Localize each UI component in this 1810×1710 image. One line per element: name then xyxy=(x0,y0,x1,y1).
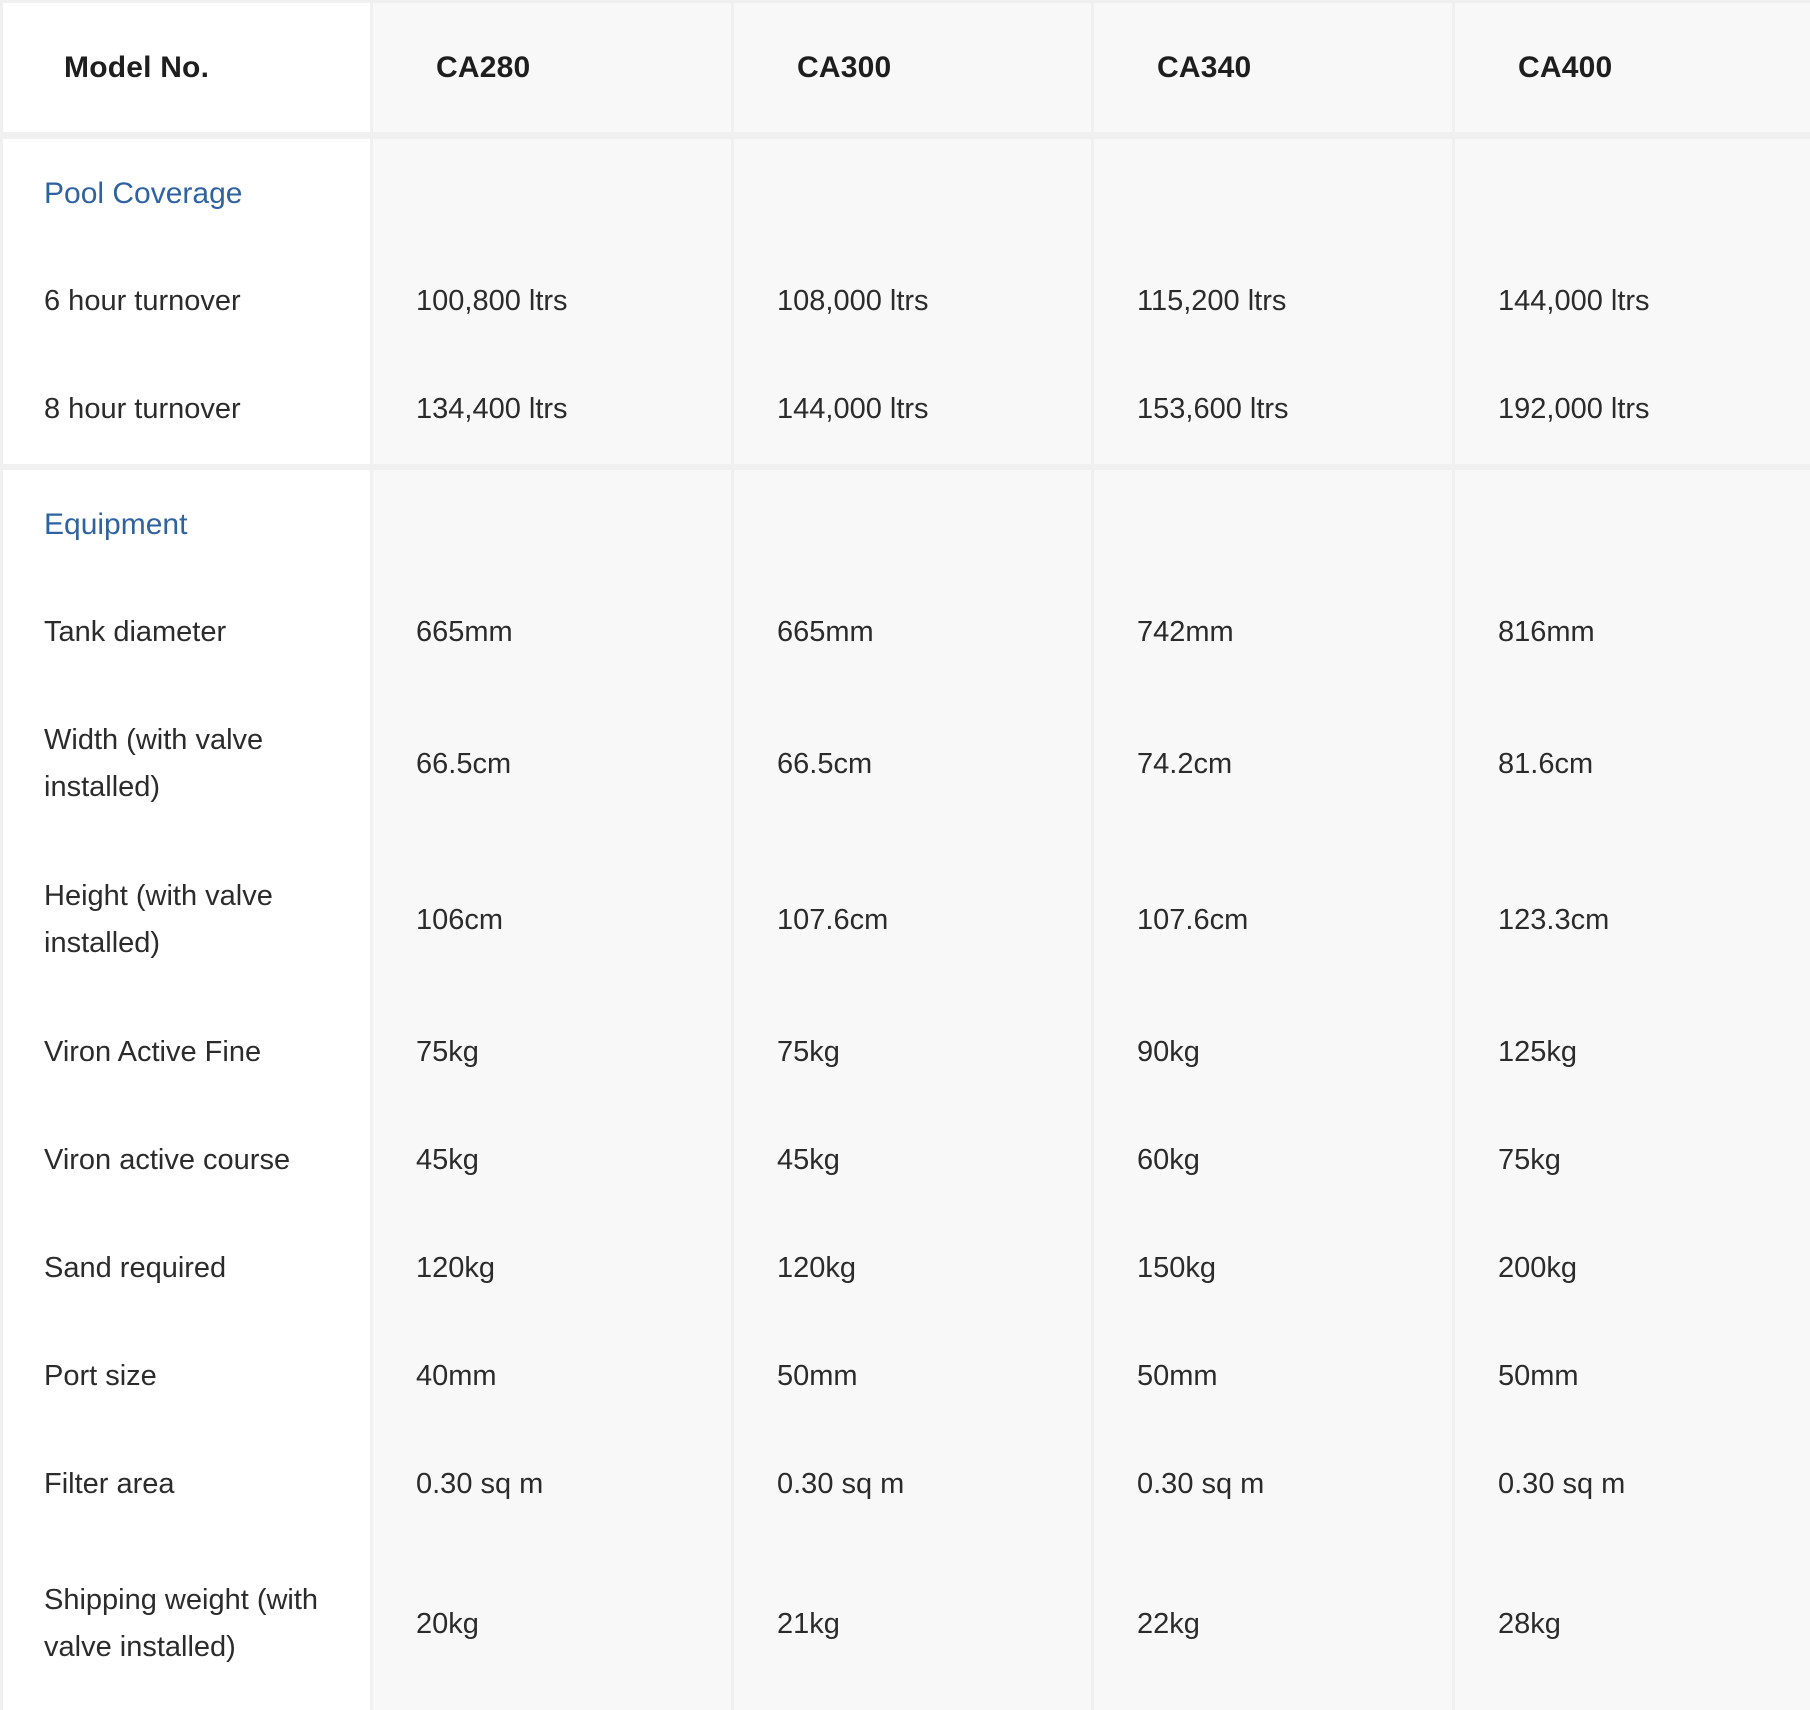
table-cell: 150kg xyxy=(1094,1214,1452,1322)
table-cell: 665mm xyxy=(373,578,731,686)
table-cell: 106cm xyxy=(373,842,731,998)
section-spacer xyxy=(734,470,1091,578)
row-label-8-hour-turnover: 8 hour turnover xyxy=(3,355,370,464)
row-label-tank-diameter: Tank diameter xyxy=(3,578,370,686)
model-header: CA300 xyxy=(734,3,1091,132)
row-label-shipping-weight: Shipping weight (with valve installed) xyxy=(3,1538,370,1710)
label-column xyxy=(3,3,370,1710)
table-cell: 90kg xyxy=(1094,998,1452,1106)
table-cell: 0.30 sq m xyxy=(373,1430,731,1538)
header-divider xyxy=(3,132,370,139)
table-cell: 665mm xyxy=(734,578,1091,686)
table-cell: 742mm xyxy=(1094,578,1452,686)
table-cell: 66.5cm xyxy=(734,686,1091,842)
row-label-port-size: Port size xyxy=(3,1322,370,1430)
model-header: CA400 xyxy=(1455,3,1810,132)
model-header: CA340 xyxy=(1094,3,1452,132)
table-cell: 816mm xyxy=(1455,578,1810,686)
table-cell: 144,000 ltrs xyxy=(734,355,1091,464)
section-spacer xyxy=(734,139,1091,247)
table-cell: 200kg xyxy=(1455,1214,1810,1322)
table-cell: 50mm xyxy=(734,1322,1091,1430)
row-label-viron-active-course: Viron active course xyxy=(3,1106,370,1214)
section-spacer xyxy=(1094,139,1452,247)
row-label-height: Height (with valve installed) xyxy=(3,842,370,998)
model-column-ca400 xyxy=(1455,3,1810,1710)
table-cell: 50mm xyxy=(1094,1322,1452,1430)
table-cell: 120kg xyxy=(373,1214,731,1322)
table-cell: 81.6cm xyxy=(1455,686,1810,842)
table-cell: 21kg xyxy=(734,1538,1091,1710)
table-cell: 115,200 ltrs xyxy=(1094,247,1452,355)
table-cell: 75kg xyxy=(734,998,1091,1106)
model-no-header: Model No. xyxy=(3,3,370,132)
table-cell: 0.30 sq m xyxy=(1094,1430,1452,1538)
row-label-sand-required: Sand required xyxy=(3,1214,370,1322)
model-column-ca340 xyxy=(1094,3,1452,1710)
section-spacer xyxy=(1455,470,1810,578)
section-spacer xyxy=(373,139,731,247)
model-header: CA280 xyxy=(373,3,731,132)
table-cell: 60kg xyxy=(1094,1106,1452,1214)
table-cell: 120kg xyxy=(734,1214,1091,1322)
section-spacer xyxy=(373,470,731,578)
table-cell: 74.2cm xyxy=(1094,686,1452,842)
table-cell: 134,400 ltrs xyxy=(373,355,731,464)
table-cell: 107.6cm xyxy=(1094,842,1452,998)
table-cell: 45kg xyxy=(734,1106,1091,1214)
row-label-filter-area: Filter area xyxy=(3,1430,370,1538)
row-label-6-hour-turnover: 6 hour turnover xyxy=(3,247,370,355)
table-cell: 66.5cm xyxy=(373,686,731,842)
table-cell: 20kg xyxy=(373,1538,731,1710)
table-cell: 75kg xyxy=(1455,1106,1810,1214)
table-cell: 125kg xyxy=(1455,998,1810,1106)
table-cell: 108,000 ltrs xyxy=(734,247,1091,355)
table-cell: 75kg xyxy=(373,998,731,1106)
table-cell: 40mm xyxy=(373,1322,731,1430)
table-cell: 123.3cm xyxy=(1455,842,1810,998)
row-label-viron-active-fine: Viron Active Fine xyxy=(3,998,370,1106)
section-spacer xyxy=(1455,139,1810,247)
table-cell: 0.30 sq m xyxy=(734,1430,1091,1538)
model-column-ca300 xyxy=(734,3,1091,1710)
header-divider xyxy=(373,132,731,139)
table-cell: 28kg xyxy=(1455,1538,1810,1710)
row-label-width: Width (with valve installed) xyxy=(3,686,370,842)
section-spacer xyxy=(1094,470,1452,578)
table-cell: 0.30 sq m xyxy=(1455,1430,1810,1538)
table-cell: 144,000 ltrs xyxy=(1455,247,1810,355)
table-cell: 153,600 ltrs xyxy=(1094,355,1452,464)
header-divider xyxy=(1094,132,1452,139)
table-cell: 50mm xyxy=(1455,1322,1810,1430)
section-title-pool-coverage: Pool Coverage xyxy=(3,139,370,247)
table-cell: 100,800 ltrs xyxy=(373,247,731,355)
table-cell: 22kg xyxy=(1094,1538,1452,1710)
model-column-ca280 xyxy=(373,3,731,1710)
header-divider xyxy=(1455,132,1810,139)
header-divider xyxy=(734,132,1091,139)
section-title-equipment: Equipment xyxy=(3,470,370,578)
table-cell: 192,000 ltrs xyxy=(1455,355,1810,464)
table-cell: 45kg xyxy=(373,1106,731,1214)
table-cell: 107.6cm xyxy=(734,842,1091,998)
